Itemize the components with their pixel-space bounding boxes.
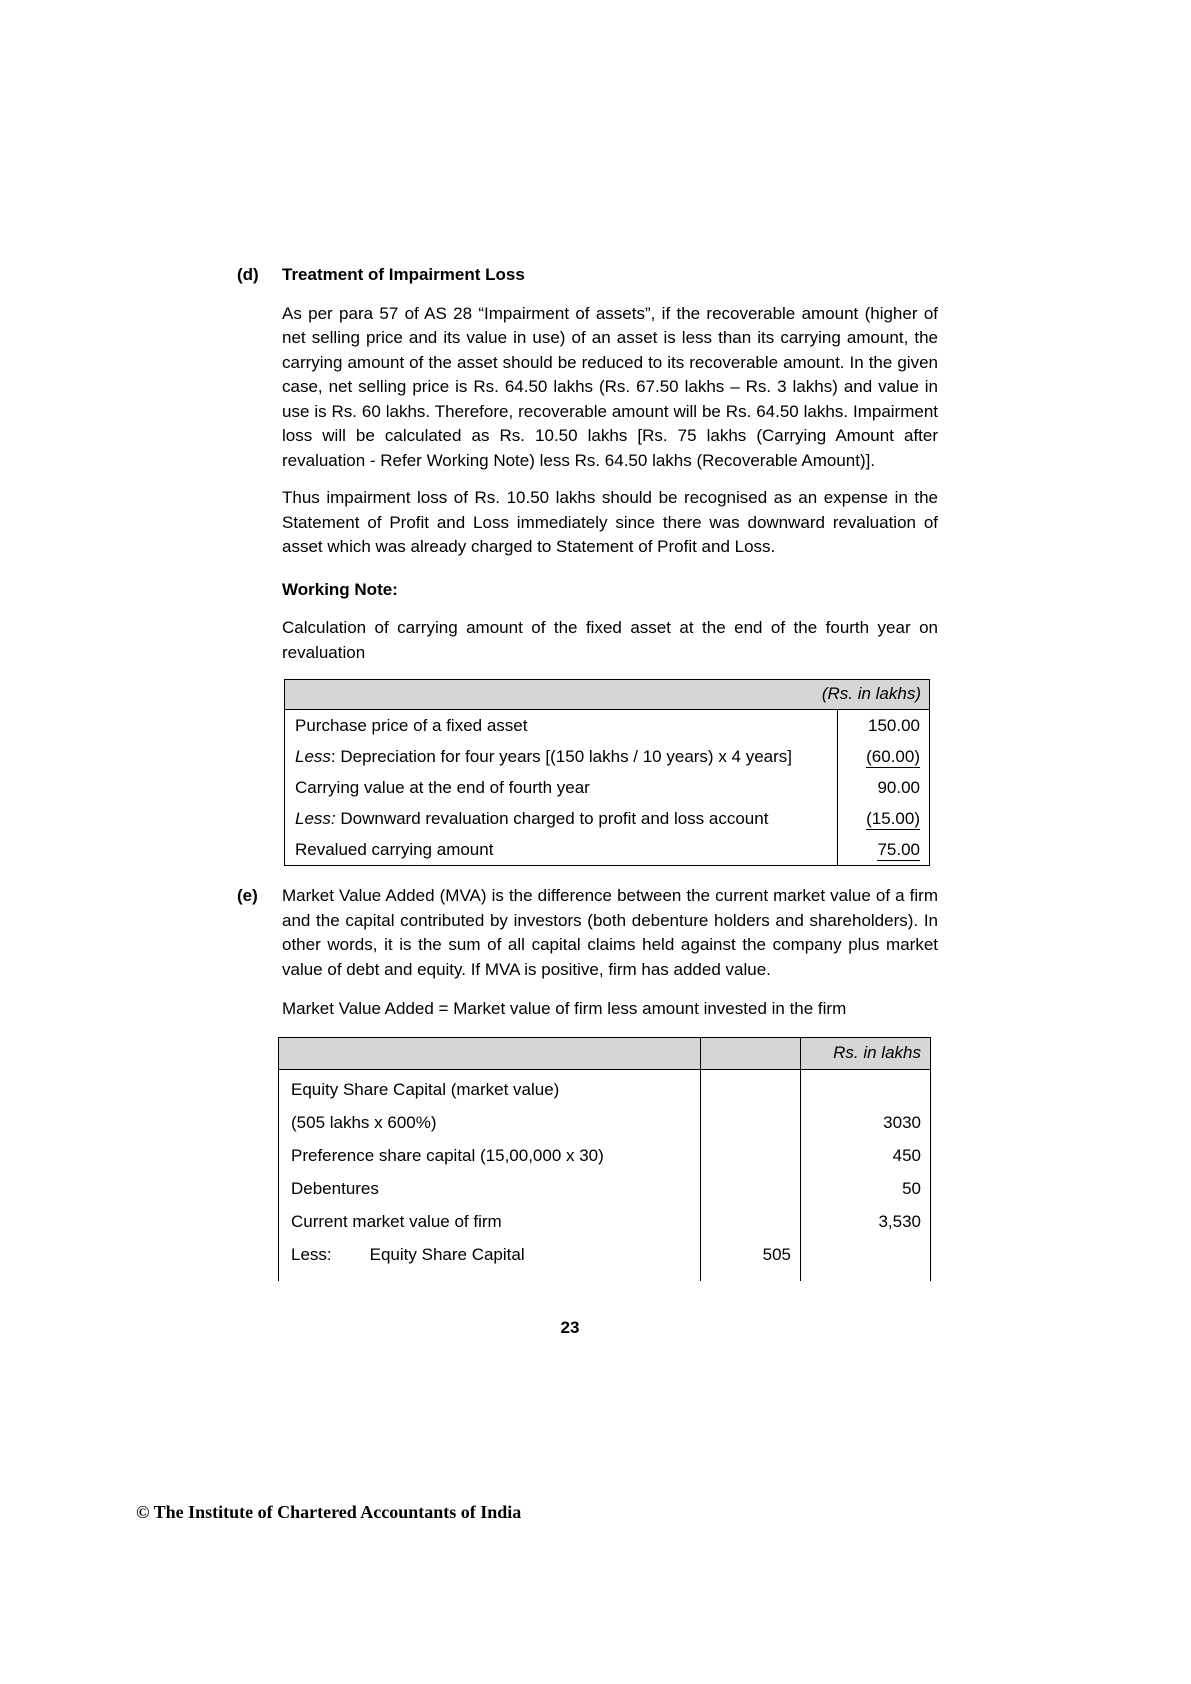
section-d-label: (d) [237,265,259,284]
row-label: Less: Equity Share Capital [279,1235,701,1281]
table-row [279,1169,931,1202]
row-value: 3030 [883,1112,921,1132]
section-e-label: (e) [237,886,258,905]
row-value [801,1235,931,1281]
table-row [279,1069,931,1103]
row-value: 450 [892,1145,921,1165]
row-label: Preference share capital (15,00,000 x 30) [279,1136,701,1169]
row-value: 150.00 [868,716,920,735]
row-value: 50 [902,1178,921,1198]
row-subvalue [701,1103,801,1136]
row-label: Less: Downward revaluation charged to profit and loss account [285,803,838,834]
row-value: 90.00 [877,778,920,797]
row-subvalue [701,1202,801,1235]
table-row [279,1202,931,1235]
table-row [285,803,930,834]
row-value: 3,530 [878,1211,921,1231]
table-row [285,772,930,803]
row-value: (15.00) [866,809,920,828]
row-label: Equity Share Capital (market value) [279,1069,701,1103]
section-e-paragraph-1: Market Value Added (MVA) is the difference between the current market value of a firm and the capital contributed by investors (both debenture holders and shareholders). In other words, it is the sum of all capital claims held against the company plus market value of debt and equity. If MVA is positive, firm has added value. [282,886,938,979]
page-content [237,263,938,1283]
copyright-footer: © The Institute of Chartered Accountants of India [136,1502,522,1522]
row-value: (60.00) [866,747,920,766]
row-value [801,1069,931,1103]
row-label: Less: Depreciation for four years [(150 lakhs / 10 years) x 4 years] [285,741,838,772]
table-header-units: (Rs. in lakhs) [285,680,930,710]
row-label: Current market value of firm [279,1202,701,1235]
row-label: Purchase price of a fixed asset [285,710,838,742]
row-value: 75.00 [877,840,920,859]
table-row [285,834,930,866]
section-d-paragraph-2: Thus impairment loss of Rs. 10.50 lakhs should be recognised as an expense in the Statement of Profit and Loss immediately since there was downward revaluation of asset which was already charged to Statement of Profit and Loss. [282,488,938,556]
table-row [285,710,930,742]
section-e [237,884,938,1281]
table-header-row [285,680,930,710]
header-cell-blank [701,1037,801,1069]
row-label: (505 lakhs x 600%) [279,1103,701,1136]
row-subvalue [701,1136,801,1169]
table-row [279,1136,931,1169]
mva-table [278,1037,931,1281]
mva-formula: Market Value Added = Market value of firm less amount invested in the firm [282,999,847,1018]
working-note-table [284,679,930,866]
row-label: Revalued carrying amount [285,834,838,866]
table-header-units: Rs. in lakhs [801,1037,931,1069]
header-cell-blank [279,1037,701,1069]
table-row [279,1235,931,1281]
table-row [279,1103,931,1136]
page-number: 23 [560,1318,580,1337]
row-subvalue [701,1069,801,1103]
table-header-row [279,1037,931,1069]
section-d-paragraph-1: As per para 57 of AS 28 “Impairment of assets”, if the recoverable amount (higher of net selling price and its value in use) of an asset is less than its carrying amount, the carrying amount of the asset should be reduced to its recoverable amount. In the given case, net selling price is Rs. 64.50 lakhs (Rs. 67.50 lakhs – Rs. 3 lakhs) and value in use is Rs. 60 lakhs. Therefore, recoverable amount will be Rs. 64.50 lakhs. Impairment loss will be calculated as Rs. 10.50 lakhs [Rs. 75 lakhs (Carrying Amount after revaluation - Refer Working Note) less Rs. 64.50 lakhs (Recoverable Amount)]. [282,303,938,470]
table-row [285,741,930,772]
row-label: Debentures [279,1169,701,1202]
section-d [237,263,938,882]
row-label: Carrying value at the end of fourth year [285,772,838,803]
section-d-heading: Treatment of Impairment Loss [282,265,525,284]
row-subvalue [701,1169,801,1202]
working-note-intro: Calculation of carrying amount of the fixed asset at the end of the fourth year on revaluation [282,618,938,662]
working-note-heading: Working Note: [282,579,398,599]
row-subvalue: 505 [701,1235,801,1281]
